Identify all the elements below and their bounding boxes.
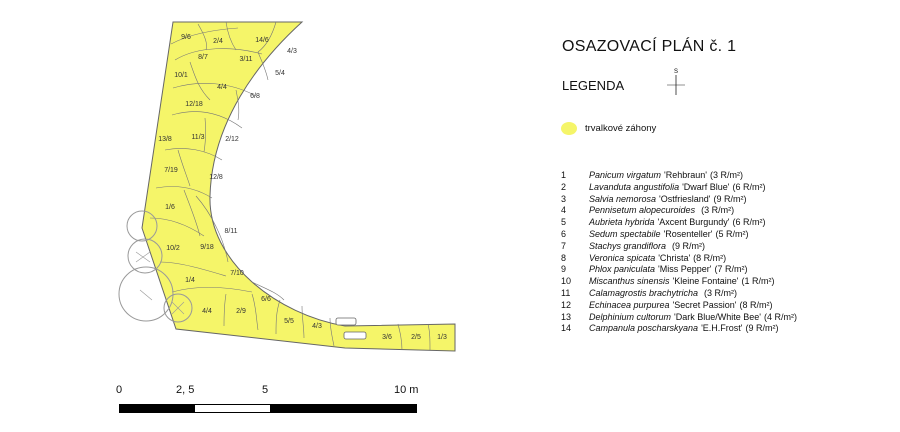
scale-label-5: 5 <box>262 384 269 396</box>
plant-density: (9 R/m²) <box>745 323 779 334</box>
plan-cell-label: 12/8 <box>209 173 223 181</box>
plant-density: (7 R/m²) <box>714 264 748 275</box>
plant-number: 5 <box>561 217 567 228</box>
plant-latin-name: Delphinium cultorum <box>589 311 672 322</box>
plant-density: (3 R/m²) <box>704 287 738 298</box>
plan-cell-label: 9/6 <box>181 33 191 41</box>
scale-bar <box>119 404 417 413</box>
plant-number: 13 <box>561 311 572 322</box>
plant-number: 1 <box>561 170 567 180</box>
plant-density: (8 R/m²) <box>739 299 773 310</box>
plan-cell-label: 6/6 <box>261 295 271 303</box>
plant-legend-item <box>561 253 797 265</box>
scale-label-2-5: 2, 5 <box>176 384 195 396</box>
plant-number: 12 <box>561 299 572 310</box>
plant-latin-name: Stachys grandiflora <box>589 240 667 251</box>
plan-cell-label: 14/6 <box>255 36 269 44</box>
plant-density: (8 R/m²) <box>693 252 727 263</box>
plan-title: OSAZOVACÍ PLÁN č. 1 <box>562 38 737 55</box>
north-arrow-icon <box>664 66 688 96</box>
plant-latin-name: Veronica spicata <box>589 252 656 263</box>
plant-legend-item <box>561 288 797 300</box>
perennial-bed <box>142 22 455 351</box>
plan-cell-label: 1/4 <box>185 276 195 284</box>
plant-number: 7 <box>561 240 567 251</box>
plan-cell-label: 3/11 <box>239 55 253 63</box>
plant-density: (3 R/m²) <box>710 170 743 180</box>
plan-cell-label: 6/8 <box>250 92 260 100</box>
plant-number: 11 <box>561 287 571 298</box>
plan-cell-label: 12/18 <box>185 100 203 108</box>
plant-latin-name: Salvia nemorosa <box>589 193 657 204</box>
plan-cell-label: 8/11 <box>224 227 238 235</box>
plant-latin-name: Phlox paniculata <box>589 264 656 275</box>
plant-legend-list <box>561 170 797 335</box>
plan-cell-label: 4/4 <box>202 307 212 315</box>
legend-swatch-row <box>561 122 656 135</box>
plant-number: 6 <box>561 228 567 239</box>
plant-cultivar: 'Rehbraun' <box>664 170 707 180</box>
plant-density: (5 R/m²) <box>715 228 749 239</box>
plant-legend-item <box>561 194 797 206</box>
plant-legend-item <box>561 205 797 217</box>
plant-latin-name: Sedum spectabile <box>589 228 661 239</box>
plant-latin-name: Pennisetum alopecuroides <box>589 205 696 216</box>
plant-latin-name: Aubrieta hybrida <box>589 217 655 228</box>
plant-number: 10 <box>561 276 572 287</box>
plant-density: (9 R/m²) <box>672 240 706 251</box>
plan-cell-label: 2/4 <box>213 37 223 45</box>
plan-cell-label: 2/5 <box>411 333 421 341</box>
plant-density: (9 R/m²) <box>713 193 747 204</box>
legend-swatch <box>561 122 577 135</box>
plant-number: 2 <box>561 181 567 192</box>
plant-number: 9 <box>561 264 567 275</box>
plant-cultivar: 'Dark Blue/White Bee' <box>674 311 762 322</box>
plant-latin-name: Panicum virgatum <box>589 170 662 180</box>
plant-cultivar: 'Secret Passion' <box>672 299 737 310</box>
scale-bar-segment <box>120 405 195 412</box>
plant-number: 4 <box>561 205 567 216</box>
plan-cell-label: 4/3 <box>312 322 322 330</box>
legend-heading: LEGENDA <box>562 78 625 93</box>
plant-density: (1 R/m²) <box>741 276 775 287</box>
plant-cultivar: 'Miss Pepper' <box>658 264 712 275</box>
plant-legend-item <box>561 264 797 276</box>
plan-cell-label: 2/12 <box>225 135 239 143</box>
plan-cell-label: 10/1 <box>174 71 188 79</box>
plan-cell-label: 8/7 <box>198 53 208 61</box>
plan-cell-label: 7/19 <box>164 166 178 174</box>
scale-label-0: 0 <box>116 384 123 396</box>
plant-legend-item <box>561 182 797 194</box>
scale-bar-segment <box>195 405 270 412</box>
plant-number: 14 <box>561 323 572 334</box>
plan-cell-label: 2/9 <box>236 307 246 315</box>
plant-latin-name: Campanula poscharskyana <box>589 323 699 334</box>
bench-1 <box>336 318 356 325</box>
plant-legend-item <box>561 241 797 253</box>
plant-number: 8 <box>561 252 567 263</box>
plant-density: (6 R/m²) <box>732 217 766 228</box>
plan-cell-label: 11/3 <box>191 133 205 141</box>
plant-legend-item <box>561 300 797 312</box>
scale-label-10: 10 m <box>394 384 419 396</box>
plant-density: (4 R/m²) <box>764 311 798 322</box>
plant-number: 3 <box>561 193 567 204</box>
plant-legend-item <box>561 217 797 229</box>
plant-cultivar: 'Ostfriesland' <box>659 193 711 204</box>
legend-swatch-label: trvalkové záhony <box>585 123 657 134</box>
plant-cultivar: 'E.H.Frost' <box>701 323 743 334</box>
plan-cell-label: 4/3 <box>287 47 297 55</box>
plan-cell-label: 5/5 <box>284 317 294 325</box>
plan-cell-label: 1/3 <box>437 333 447 341</box>
scale-bar-segment <box>270 405 416 412</box>
north-arrow-letter: S <box>673 69 679 75</box>
plant-legend-item <box>561 276 797 288</box>
plant-cultivar: 'Dwarf Blue' <box>682 181 730 192</box>
plant-cultivar: 'Christa' <box>658 252 691 263</box>
bench-2 <box>344 332 366 339</box>
plan-cell-label: 13/8 <box>158 135 172 143</box>
plant-cultivar: 'Kleine Fontaine' <box>672 276 739 287</box>
plan-cell-label: 3/6 <box>382 333 392 341</box>
plan-cell-label: 10/2 <box>166 244 180 252</box>
plant-density: (6 R/m²) <box>732 181 766 192</box>
plant-legend-item <box>561 323 797 335</box>
plant-cultivar: 'Axcent Burgundy' <box>657 217 730 228</box>
plan-cell-label: 1/6 <box>165 203 175 211</box>
plan-cell-label: 4/4 <box>217 83 227 91</box>
plan-cell-label: 9/18 <box>200 243 214 251</box>
plant-latin-name: Echinacea purpurea <box>589 299 670 310</box>
plant-legend-item <box>561 170 797 182</box>
plant-latin-name: Miscanthus sinensis <box>589 276 670 287</box>
plant-latin-name: Calamagrostis brachytricha <box>589 287 699 298</box>
plant-legend-item <box>561 312 797 324</box>
plant-legend-item <box>561 229 797 241</box>
plan-cell-label: 7/10 <box>230 269 244 277</box>
plan-cell-label: 5/4 <box>275 69 285 77</box>
plant-density: (3 R/m²) <box>701 205 735 216</box>
plant-latin-name: Lavanduta angustifolia <box>589 181 680 192</box>
plant-cultivar: 'Rosenteller' <box>663 228 713 239</box>
